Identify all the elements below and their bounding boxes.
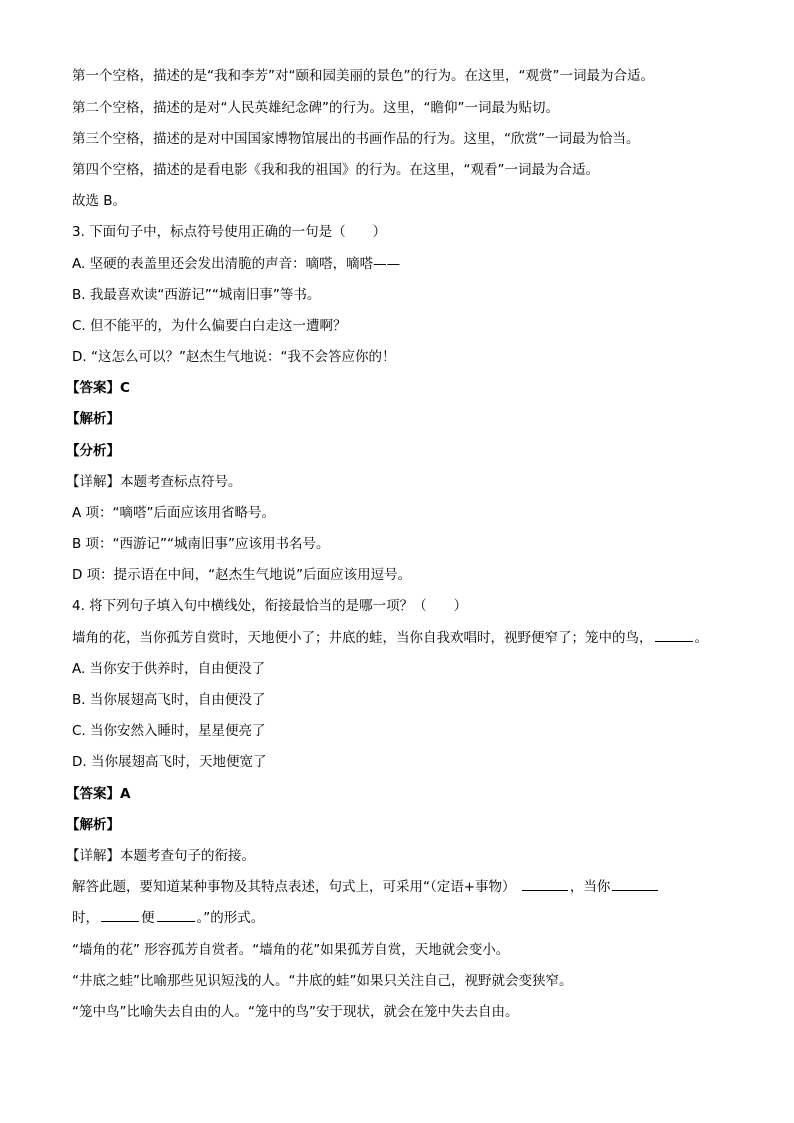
explanation-text: 。”的形式。 bbox=[196, 910, 265, 926]
text-line: 故选 B。 bbox=[72, 193, 127, 209]
text-line: 第一个空格，描述的是“我和李芳”对“颐和园美丽的景色”的行为。在这里，“观赏”一词最为合适。 bbox=[72, 68, 654, 84]
option-b: B. 当你展翅高飞时，自由便没了 bbox=[72, 692, 266, 708]
text-line: 第二个空格，描述的是对“人民英雄纪念碑”的行为。这里，“瞻仰”一词最为贴切。 bbox=[72, 100, 559, 116]
explanation-text: 时， bbox=[72, 910, 99, 926]
explanation-line: “井底之蛙”比喻那些见识短浅的人。“井底的蛙”如果只关注自己，视野就会变狭窄。 bbox=[72, 973, 573, 989]
analysis-label: 【解析】 bbox=[66, 817, 120, 833]
stem-end: 。 bbox=[694, 630, 708, 646]
explanation-line: “笼中鸟”比喻失去自由的人。“笼中的鸟”安于现状，就会在笼中失去自由。 bbox=[72, 1004, 519, 1020]
explanation-line: “墙角的花” 形容孤芳自赏者。“墙角的花”如果孤芳自赏，天地就会变小。 bbox=[72, 942, 510, 958]
option-b: B. 我最喜欢读“西游记”“城南旧事”等书。 bbox=[72, 287, 321, 303]
stem-text: 墙角的花，当你孤芳自赏时，天地便小了；井底的蛙，当你自我欢唱时，视野便窄了；笼中的鸟， bbox=[72, 630, 653, 646]
answer-label: 【答案】A bbox=[66, 786, 131, 802]
option-c: C. 当你安然入睡时，星星便亮了 bbox=[72, 723, 266, 739]
option-d: D. “这怎么可以？”赵杰生气地说：“我不会答应你的！ bbox=[72, 349, 396, 365]
question-4: 4. 将下列句子填入句中横线处，衔接最恰当的是哪一项？（ ） bbox=[72, 598, 468, 614]
explanation-a: A 项：“嘀嗒”后面应该用省略号。 bbox=[72, 505, 276, 521]
question-4-stem bbox=[72, 629, 708, 647]
option-c: C. 但不能平的，为什么偏要白白走这一遭啊？ bbox=[72, 318, 347, 334]
explanation-text: ，当你 bbox=[569, 879, 611, 895]
fill-blank bbox=[101, 909, 139, 922]
option-a: A. 当你安于供养时，自由便没了 bbox=[72, 661, 266, 677]
explanation-line bbox=[72, 909, 264, 927]
explanation-d: D 项：提示语在中间，“赵杰生气地说”后面应该用逗号。 bbox=[72, 567, 412, 583]
explanation-line bbox=[72, 878, 660, 896]
explanation-text: 便 bbox=[141, 910, 155, 926]
explanation-text: 解答此题，要知道某种事物及其特点表述，句式上，可采用“（定语+事物） bbox=[72, 879, 516, 895]
answer-label: 【答案】C bbox=[66, 380, 130, 396]
text-line: 第三个空格，描述的是对中国国家博物馆展出的书画作品的行为。这里，“欣赏”一词最为恰当。 bbox=[72, 131, 640, 147]
fill-blank bbox=[655, 629, 693, 642]
option-d: D. 当你展翅高飞时，天地便宽了 bbox=[72, 754, 267, 770]
fill-blank bbox=[612, 878, 658, 891]
text-line: 第四个空格，描述的是看电影《我和我的祖国》的行为。在这里，“观看”一词最为合适。 bbox=[72, 162, 599, 178]
detail-line: 【详解】本题考查句子的衔接。 bbox=[66, 848, 255, 864]
question-3: 3. 下面句子中，标点符号使用正确的一句是（ ） bbox=[72, 224, 387, 240]
detail-line: 【详解】本题考查标点符号。 bbox=[66, 474, 242, 490]
analysis-label: 【解析】 bbox=[66, 411, 120, 427]
fill-blank bbox=[157, 909, 195, 922]
explanation-b: B 项：“西游记”“城南旧事”应该用书名号。 bbox=[72, 536, 330, 552]
fill-blank bbox=[522, 878, 568, 891]
analysis-sub-label: 【分析】 bbox=[66, 443, 120, 459]
option-a: A. 坚硬的表盖里还会发出清脆的声音：嘀嗒，嘀嗒—— bbox=[72, 256, 401, 272]
